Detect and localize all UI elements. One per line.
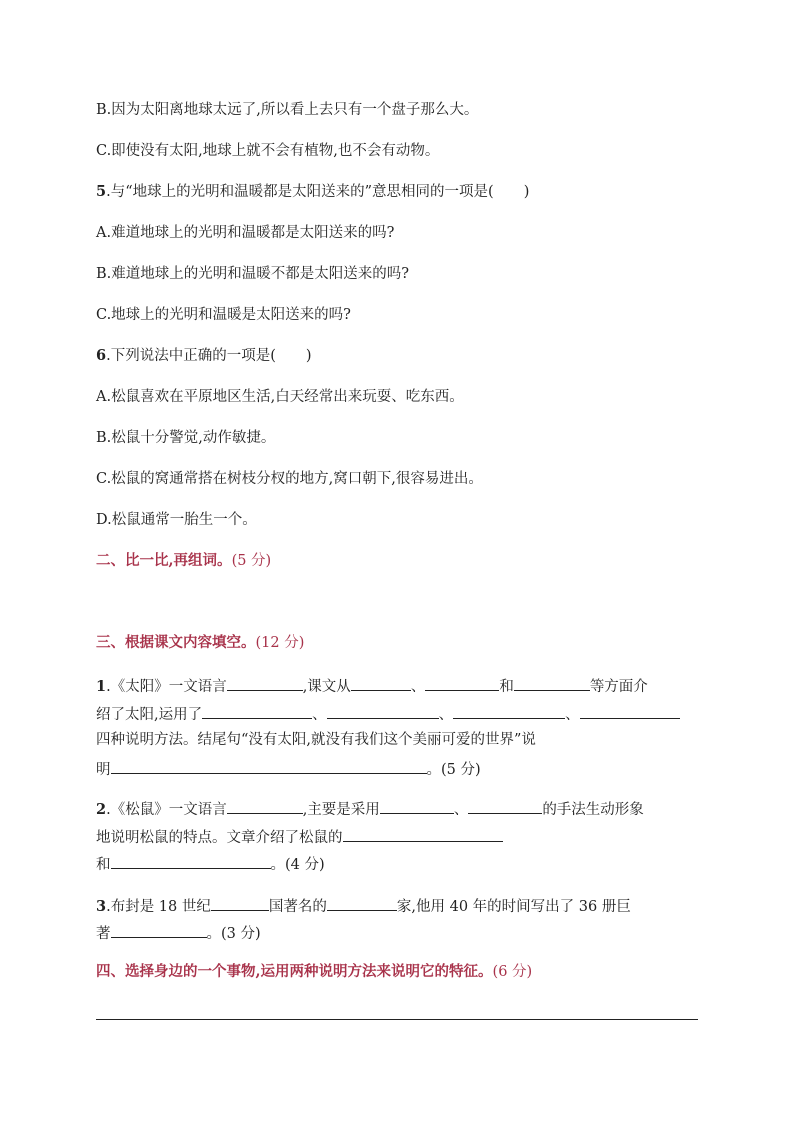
s3-q2-text: 和 [96,857,111,873]
s3-q1-text: 、 [410,679,426,695]
q5-stem-text: .与“地球上的光明和温暖都是太阳送来的”意思相同的一项是( [106,184,494,200]
blank-field[interactable] [468,798,542,814]
q6-close-paren: ) [305,348,312,364]
s3-q1-text: 、 [438,707,454,723]
section4-title: 四、选择身边的一个事物,运用两种说明方法来说明它的特征。 [96,963,493,980]
s3-q1-line2 [96,703,680,725]
q5-close-paren: ) [523,184,530,200]
s3-q2-number: 2 [96,801,107,818]
blank-field[interactable] [227,798,303,814]
s3-q1-line1 [96,675,648,697]
blank-field[interactable] [227,675,303,691]
s3-q3-text: .布封是 18 世纪 [106,899,211,915]
blank-field[interactable] [327,895,397,911]
section2-heading [96,551,271,571]
blank-field[interactable] [202,703,312,719]
s3-q1-text: 和 [499,679,514,695]
q4-option-b: B.因为太阳离地球太远了,所以看上去只有一个盘子那么大。 [96,102,479,118]
s3-q2-text: .《松鼠》一文语言 [106,802,227,818]
blank-field[interactable] [514,675,590,691]
q6-stem [96,346,312,366]
s3-q3-text: 。(3 分) [206,926,261,942]
q6-option-d: D.松鼠通常一胎生一个。 [96,512,257,528]
blank-field[interactable] [580,703,680,719]
s3-q2-line2 [96,826,503,848]
q5-number: 5 [96,183,107,200]
s3-q1-line3: 四种说明方法。结尾句“没有太阳,就没有我们这个美丽可爱的世界”说 [96,732,536,748]
blank-field[interactable] [111,758,427,774]
q5-stem [96,182,529,202]
s3-q2-text: 的手法生动形象 [542,802,644,818]
section2-title: 二、比一比,再组词。 [96,552,232,569]
s3-q2-text: 地说明松鼠的特点。文章介绍了松鼠的 [96,830,343,846]
q6-option-b: B.松鼠十分警觉,动作敏捷。 [96,430,276,446]
section4-answer-line[interactable] [96,1019,698,1020]
blank-field[interactable] [111,922,207,938]
section3-score: (12 分) [255,635,305,651]
s3-q1-text: 等方面介 [589,679,648,695]
s3-q2-text: 。(4 分) [270,857,325,873]
q5-option-b: B.难道地球上的光明和温暖不都是太阳送来的吗? [96,266,410,282]
s3-q2-text: ,主要是采用 [302,802,380,818]
section2-score: (5 分) [231,553,272,569]
section4-heading [96,962,532,982]
q6-stem-text: .下列说法中正确的一项是( [106,348,276,364]
s3-q3-number: 3 [96,898,107,915]
blank-field[interactable] [380,798,454,814]
blank-field[interactable] [453,703,565,719]
blank-field[interactable] [343,826,503,842]
q5-option-a: A.难道地球上的光明和温暖都是太阳送来的吗? [96,225,395,241]
section3-title: 三、根据课文内容填空。 [96,634,256,651]
s3-q1-text: 。(5 分) [426,762,481,778]
s3-q1-line4 [96,758,481,780]
s3-q2-line3 [96,853,325,875]
s3-q3-text: 著 [96,926,111,942]
s3-q3-line2 [96,922,261,944]
s3-q1-text: 、 [565,707,580,723]
s3-q1-text: 绍了太阳,运用了 [96,707,203,723]
s3-q2-text: 、 [453,802,469,818]
s3-q1-text: 明 [96,762,111,778]
blank-field[interactable] [327,703,439,719]
s3-q1-text: 、 [312,707,327,723]
s3-q1-text: ,课文从 [302,679,351,695]
s3-q1-number: 1 [96,678,107,695]
q4-option-c: C.即使没有太阳,地球上就不会有植物,也不会有动物。 [96,143,440,159]
s3-q1-text: .《太阳》一文语言 [106,679,227,695]
s3-q3-line1 [96,895,631,917]
q6-number: 6 [96,347,107,364]
section4-score: (6 分) [492,964,533,980]
s3-q3-text: 国著名的 [268,899,327,915]
q6-option-c: C.松鼠的窝通常搭在树枝分杈的地方,窝口朝下,很容易进出。 [96,471,483,487]
blank-field[interactable] [351,675,411,691]
blank-field[interactable] [211,895,269,911]
q5-option-c: C.地球上的光明和温暖是太阳送来的吗? [96,307,351,323]
blank-field[interactable] [425,675,499,691]
blank-field[interactable] [111,853,271,869]
q6-option-a: A.松鼠喜欢在平原地区生活,白天经常出来玩耍、吃东西。 [96,389,464,405]
s3-q3-text: 家,他用 40 年的时间写出了 36 册巨 [396,899,631,915]
s3-q2-line1 [96,798,644,820]
section3-heading [96,633,304,653]
